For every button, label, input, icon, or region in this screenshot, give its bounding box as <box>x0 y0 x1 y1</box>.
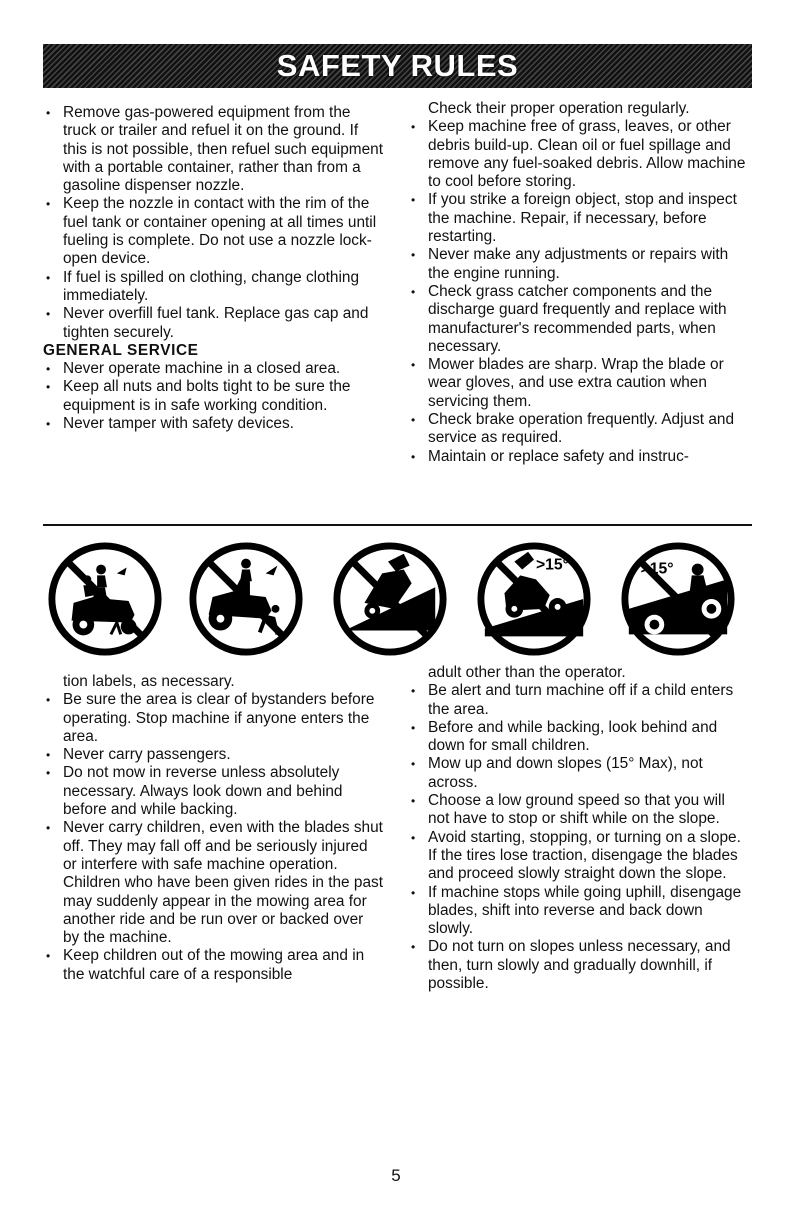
list-item: • Keep the nozzle in contact with the rim of the fuel tank or container opening at all times until fueling is complete. Do not use a nozzle lock-open device. <box>43 195 383 268</box>
list-item: • Never operate machine in a closed area. <box>43 360 383 378</box>
fuel-list <box>43 104 383 342</box>
section-divider <box>43 524 752 526</box>
list-item: • Maintain or replace safety and instruc- <box>408 448 748 466</box>
list-item: • Never make any adjustments or repairs with the engine running. <box>408 246 748 283</box>
list-item: • Mower blades are sharp. Wrap the blade or wear gloves, and use extra caution when servicing them. <box>408 356 748 411</box>
bottom-right-column <box>408 664 748 993</box>
title-banner <box>43 44 752 88</box>
list-item: • Never tamper with safety devices. <box>43 415 383 433</box>
list-item: • Be alert and turn machine off if a child enters the area. <box>408 682 748 719</box>
list-item: • Choose a low ground speed so that you will not have to stop or shift while on the slope. <box>408 792 748 829</box>
page-title: SAFETY RULES <box>276 48 519 83</box>
list-item: • Mow up and down slopes (15° Max), not across. <box>408 755 748 792</box>
top-right-column <box>408 100 748 466</box>
slope-15-icon <box>475 540 593 658</box>
no-children-icon <box>187 540 305 658</box>
continuation-text: adult other than the operator. <box>428 664 626 681</box>
maintenance-list <box>408 118 748 466</box>
continuation-text: Check their proper operation regularly. <box>428 100 690 117</box>
list-item: • If you strike a foreign object, stop and inspect the machine. Repair, if necessary, before restarting. <box>408 191 748 246</box>
operation-list <box>43 691 383 984</box>
list-item: • Do not turn on slopes unless necessary, and then, turn slowly and gradually downhill, if possible. <box>408 938 748 993</box>
list-item: • Be sure the area is clear of bystanders before operating. Stop machine if anyone enters the area. <box>43 691 383 746</box>
list-item: • Keep all nuts and bolts tight to be sure the equipment is in safe working condition. <box>43 378 383 415</box>
list-item: • Avoid starting, stopping, or turning on a slope. If the tires lose traction, disengage the blades and proceed slowly straight down the slope. <box>408 829 748 884</box>
list-item: • Do not mow in reverse unless absolutely necessary. Always look down and behind before and while backing. <box>43 764 383 819</box>
list-item: • Never carry children, even with the blades shut off. They may fall off and be seriously injured or interfere with safe machine operation. Children who have been given rides in the past may suddenly appear in the mowing area for another ride and be run over or backed over by the machine. <box>43 819 383 947</box>
slope-label: >15° <box>640 560 674 578</box>
slope-label: >15° <box>535 556 569 574</box>
safety-icons-row <box>43 540 752 660</box>
list-item: • Keep machine free of grass, leaves, or other debris build-up. Clean oil or fuel spillage and remove any fuel-soaked debris. Allow machine to cool before storing. <box>408 118 748 191</box>
list-item: • If machine stops while going uphill, disengage blades, shift into reverse and back down slowly. <box>408 884 748 939</box>
slope-15-downhill-icon <box>619 540 737 658</box>
section-heading-general-service: GENERAL SERVICE <box>43 341 199 359</box>
list-item: • If fuel is spilled on clothing, change clothing immediately. <box>43 269 383 306</box>
list-item: • Check brake operation frequently. Adjust and service as required. <box>408 411 748 448</box>
bottom-left-column <box>43 673 383 984</box>
list-item: • Check grass catcher components and the discharge guard frequently and replace with manufacturer's recommended parts, when necessary. <box>408 283 748 356</box>
top-left-column <box>43 104 383 433</box>
page-number: 5 <box>391 1166 401 1185</box>
no-steep-slope-icon <box>331 540 449 658</box>
list-item: • Remove gas-powered equipment from the truck or trailer and refuel it on the ground. If this is not possible, then refuel such equipment with a portable container, rather than from a gasoline dispenser nozzle. <box>43 104 383 195</box>
list-item: • Before and while backing, look behind and down for small children. <box>408 719 748 756</box>
no-passengers-icon <box>46 540 164 658</box>
general-service-list <box>43 360 383 433</box>
list-item: • Never overfill fuel tank. Replace gas cap and tighten securely. <box>43 305 383 342</box>
list-item: • Keep children out of the mowing area and in the watchful care of a responsible <box>43 947 383 984</box>
list-item: • Never carry passengers. <box>43 746 383 764</box>
continuation-text: tion labels, as necessary. <box>63 673 235 690</box>
slope-safety-list <box>408 682 748 993</box>
